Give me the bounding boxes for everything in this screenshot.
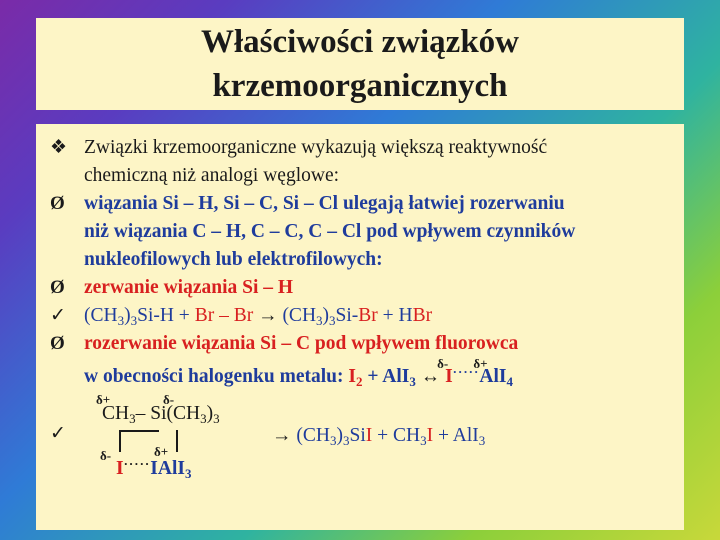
slide-content [36, 124, 684, 530]
arrow-bullet-icon: Ø [50, 333, 65, 354]
delta-minus-label: δ- [100, 448, 112, 463]
dotted-bond: ····· [452, 364, 480, 379]
substrate-molecule: $CH_3-$ $Si(CH_3)_3$ [102, 403, 220, 426]
delta-plus-label: δ+ [473, 356, 488, 371]
delta-minus-label: δ- [163, 392, 175, 407]
check-bullet-icon: ✓ [50, 423, 66, 444]
reaction-si-h: $(CH_3)_3Si-H + Br - Br \to (CH_3)_3Si-Br$ + HBr [84, 305, 433, 328]
title-line-1: Właściwości związków [200, 24, 520, 60]
bullet-5 [46, 330, 676, 389]
equilibrium-arrow-icon: ↔ [415, 366, 446, 387]
arrow-bullet-icon: Ø [50, 193, 65, 214]
delta-plus-label: δ+ [96, 392, 111, 407]
check-bullet-icon: ✓ [50, 305, 66, 326]
products: → $(CH_3)_3SiI + CH_3I + AlI_3$ [272, 425, 486, 448]
diamond-bullet-icon: ❖ [50, 137, 68, 158]
reagent-complex: I·····IAlI$_3$ [116, 456, 192, 481]
bullet-5-line-1: rozerwanie wiązania Si – C pod wpływem fluorowca [84, 333, 519, 354]
bullet-3-text: zerwanie wiązania Si – H [84, 277, 294, 298]
bullet-1-line-1: Związki krzemoorganiczne wykazują większą reaktywność [84, 137, 548, 158]
right-arrow-icon: → [253, 305, 283, 326]
delta-plus-label: δ+ [154, 444, 169, 459]
bullet-2-line-1: wiązania Si – H, Si – C, Si – Cl ulegają łatwiej rozerwaniu [84, 193, 565, 214]
bullet-6 [46, 386, 676, 481]
bullet-1 [46, 134, 676, 190]
interaction-arrow-left [119, 430, 121, 452]
bullet-1-line-2: chemiczną niż analogi węglowe: [84, 165, 340, 186]
slide-title [36, 18, 684, 110]
interaction-arrow-left-top [119, 430, 159, 432]
title-line-2: krzemoorganicznych [212, 68, 508, 104]
bullet-2 [46, 190, 676, 274]
bullet-2-line-3: nukleofilowych lub elektrofilowych: [84, 249, 383, 270]
bullet-3 [46, 274, 676, 302]
bullet-4 [46, 302, 676, 330]
delta-minus-label: δ- [437, 356, 449, 371]
bullet-5-line-2: w obecności halogenku metalu: $I_2 + AlI_3$ ↔ δ- I····· δ+ AlI$_4$ [84, 358, 676, 391]
dotted-bond: ····· [123, 456, 151, 471]
right-arrow-icon: → [272, 425, 297, 446]
arrow-bullet-icon: Ø [50, 277, 65, 298]
interaction-arrow-right [176, 430, 178, 452]
bullet-2-line-2: niż wiązania C – H, C – C, C – Cl pod wpływem czynników [84, 221, 576, 242]
